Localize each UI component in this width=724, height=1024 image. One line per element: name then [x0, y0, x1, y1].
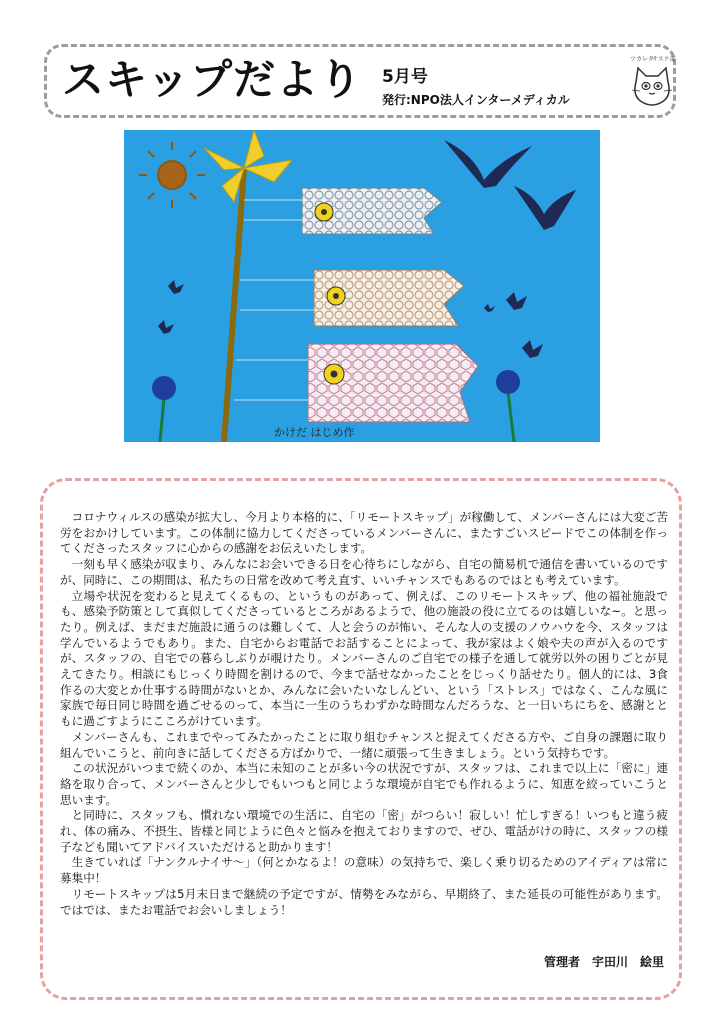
paragraph: 立場や状況を変わると見えてくるもの、というものがあって、例えば、このリモートスキップ、他の福祉施設でも、感染予防策として真似してくださっているところがあるようで、他の施設の役に立てるのは嬉しいな~。と思ったり。例えば、まだまだ施設に通うのは難しくて、人と会うのが怖い、そんな人の支援のノウハウを今、スタッフは学んでいるようでもあり。また、自宅からお電話でお話することによって、我が家はよく娘や夫の声が入るのですが、スタッフの、自宅での暮らしぶりが覗けたり。メンバーさんのご自宅での様子を通して就労以外の困りごとが見えてきたり。相談にもじっくり時間を割けるので、今まで話せなかったことをじっくり話せたり。個人的には、3食作るの大変とか仕事する時間がないとか、みんなに会いたいなしんどい、という「ストレス」ではなく、こんな風に家族で毎日同じ時間を過ごせるのって、本当に一生のうちわずかな時間なんだろうな、と一日いちにちを、感謝とともに過ごすようにこころがけています。 — [60, 588, 668, 729]
paragraph: コロナウィルスの感染が拡大し、今月より本格的に、「リモートスキップ」が稼働して、メンバーさんには大変ご苦労をおかけしています。この体制に協力してくださっているメンバーさんに、またすごいスピードでこの体制を作ってくださったスタッフに心からの感謝をお伝えいたします。 — [60, 510, 668, 556]
koinobori-carp-1 — [302, 188, 442, 234]
signature: 管理者 宇田川 絵里 — [543, 955, 664, 969]
koinobori-artwork-photo — [124, 130, 600, 442]
publisher-label: 発行:NPO法人インターメディカル — [382, 93, 570, 107]
koinobori-carp-3 — [308, 344, 478, 422]
paragraph: この状況がいつまで続くのか、本当に未知のことが多い今の状況ですが、スタッフは、これまで以上に「密に」連絡を取り合って、メンバーさんと少しでもいつもと同じような環境が自宅でも作れるように、知恵を絞っていこうと思います。 — [60, 761, 668, 807]
article-body — [60, 510, 668, 918]
logo-text-line2: サスケ部 — [652, 56, 676, 63]
cat-logo-icon — [626, 52, 678, 116]
issue-label: 5月号 — [382, 67, 428, 87]
logo-text-line1: ツカレタ — [630, 56, 654, 63]
paragraph: メンバーさんも、これまでやってみたかったことに取り組むチャンスと捉えてくださる方や、ご自身の課題に取り組んでいこうと、前向きに話してくださる方ばかりで、一緒に頑張って生きましょう。という気持ちです。 — [60, 729, 668, 760]
artist-caption: かけだ はじめ作 — [274, 426, 355, 439]
paragraph: と同時に、スタッフも、慣れない環境での生活に、自宅の「密」がつらい！寂しい！忙しすぎる！いつもと違う疲れ、体の痛み、不摂生、皆様と同じように色々と悩みを抱えておりますので、ぜひ、電話がけの時に、スタッフの様子なども聞いてアドバイスいただけると助かります！ — [60, 808, 668, 854]
paragraph: リモートスキップは5月末日まで継続の予定ですが、情勢をみながら、早期終了、また延長の可能性があります。ではでは、またお電話でお会いしましょう！ — [60, 886, 668, 917]
paragraph: 一刻も早く感染が収まり、みんなにお会いできる日を心待ちにしながら、自宅の簡易机で通信を書いているのですが、同時に、この期間は、私たちの日常を改めて考え直す、いいチャンスでもあるのではとも考えています。 — [60, 557, 668, 587]
koinobori-carp-2 — [314, 270, 464, 326]
newsletter-title: スキップだより — [62, 55, 363, 104]
paragraph: 生きていれば「ナンクルナイサ～」（何とかなるよ！の意味）の気持ちで、楽しく乗り切るためのアイディアは常に募集中！ — [60, 855, 668, 886]
